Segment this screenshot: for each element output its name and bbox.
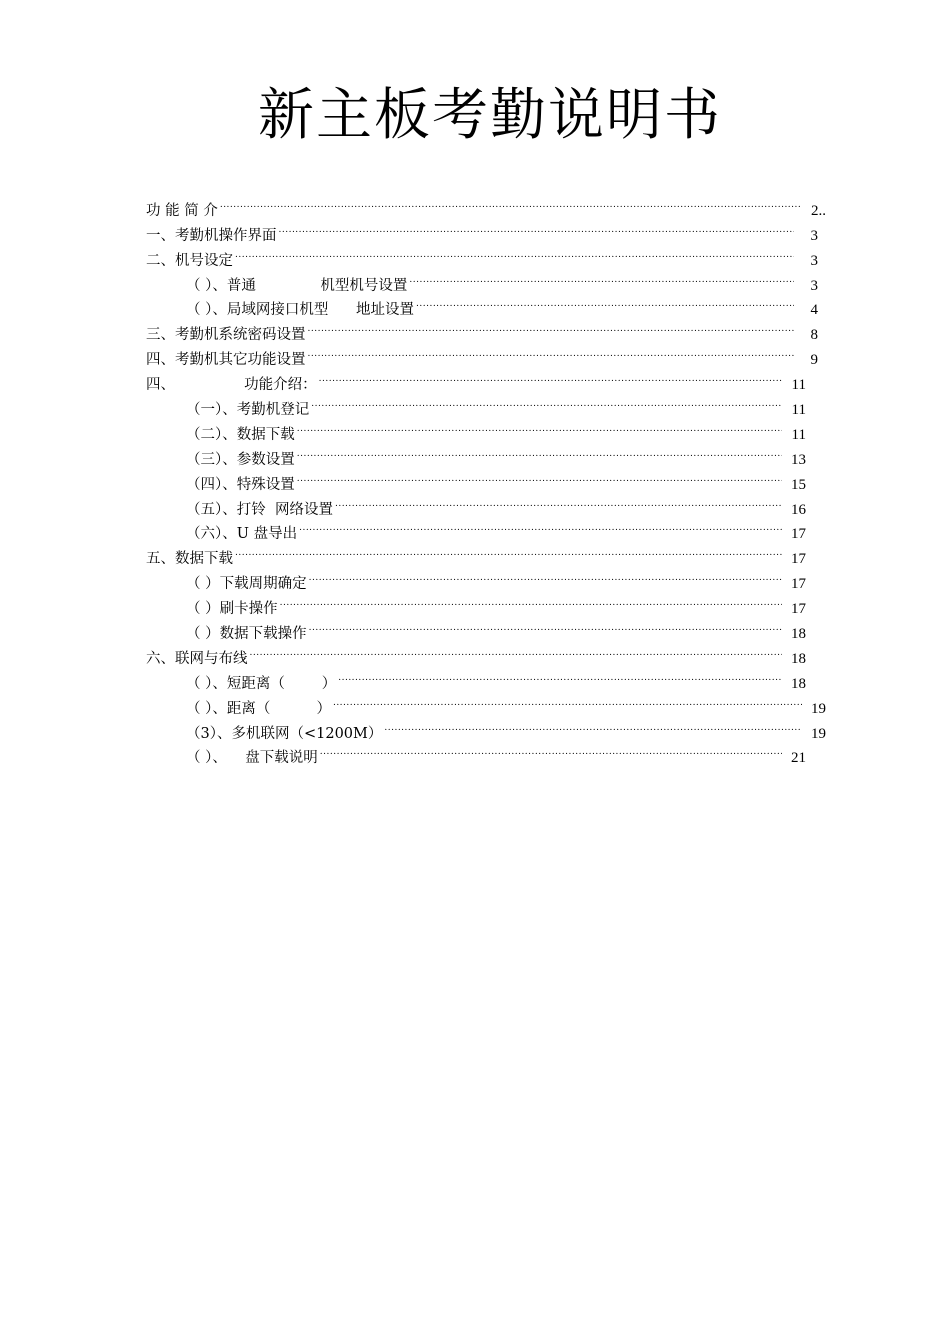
toc-entry[interactable] xyxy=(146,613,826,643)
table-of-contents xyxy=(146,190,826,767)
toc-entry-label: （ ）数据下载操作 xyxy=(186,626,307,643)
toc-dot-leader xyxy=(220,190,802,215)
toc-entry[interactable] xyxy=(146,464,826,493)
toc-entry-label: （二）、数据下载 xyxy=(186,426,295,443)
toc-dot-leader xyxy=(280,588,782,613)
toc-entry-label: 功 能 简 介 xyxy=(146,202,218,219)
toc-dot-leader xyxy=(235,538,782,563)
toc-entry-page-number: 9 xyxy=(810,352,818,369)
toc-entry-page-number: 18 xyxy=(791,650,806,667)
toc-entry-label: （ ）下载周期确定 xyxy=(186,576,307,593)
toc-dot-leader xyxy=(235,240,794,265)
toc-entry[interactable] xyxy=(146,688,826,717)
toc-entry-label: （ ）、短距离（ ） xyxy=(186,675,337,692)
toc-dot-leader xyxy=(416,290,794,315)
toc-entry[interactable] xyxy=(146,663,826,692)
toc-entry-page-number: 11 xyxy=(791,402,806,419)
toc-entry[interactable] xyxy=(146,314,826,344)
toc-entry-label: 二、机号设定 xyxy=(146,252,233,269)
toc-dot-leader xyxy=(250,638,783,663)
toc-entry[interactable] xyxy=(146,588,826,618)
toc-entry[interactable] xyxy=(146,489,826,518)
toc-entry-label: （ ）、普通 机型机号设置 xyxy=(186,277,408,294)
toc-dot-leader xyxy=(309,563,782,588)
toc-entry-label: （ ）刷卡操作 xyxy=(186,601,278,618)
toc-dot-leader xyxy=(409,265,794,290)
toc-entry-page-number: 11 xyxy=(791,426,806,443)
toc-entry-page-number: 17 xyxy=(791,551,806,568)
toc-entry-page-number: 2.. xyxy=(811,202,826,219)
toc-entry-page-number: 3 xyxy=(810,252,818,269)
toc-dot-leader xyxy=(319,364,782,389)
toc-entry[interactable] xyxy=(146,713,826,742)
toc-entry[interactable] xyxy=(146,538,826,568)
toc-dot-leader xyxy=(308,339,795,364)
toc-entry-page-number: 19 xyxy=(811,725,826,742)
toc-entry-label: 五、数据下载 xyxy=(146,551,233,568)
toc-entry[interactable] xyxy=(146,389,826,419)
toc-entry[interactable] xyxy=(146,339,826,369)
toc-entry[interactable] xyxy=(146,514,826,543)
toc-entry[interactable] xyxy=(146,638,826,667)
toc-entry[interactable] xyxy=(146,364,826,394)
toc-entry[interactable] xyxy=(146,439,826,468)
toc-entry-page-number: 3 xyxy=(810,227,818,244)
toc-entry[interactable] xyxy=(146,414,826,443)
toc-entry-label: （一）、考勤机登记 xyxy=(186,402,310,419)
toc-dot-leader xyxy=(333,688,802,713)
toc-entry[interactable] xyxy=(146,190,826,219)
toc-entry[interactable] xyxy=(146,265,826,294)
toc-entry-page-number: 17 xyxy=(791,576,806,593)
toc-entry-label: （ ）、距离（ ） xyxy=(186,700,331,717)
toc-entry-page-number: 21 xyxy=(791,750,806,767)
toc-entry-label: 四、考勤机其它功能设置 xyxy=(146,352,306,369)
toc-entry-page-number: 19 xyxy=(811,700,826,717)
toc-dot-leader xyxy=(311,389,782,414)
toc-entry-label: 四、 功能介绍： xyxy=(146,377,317,394)
toc-dot-leader xyxy=(297,439,782,464)
toc-entry-page-number: 17 xyxy=(791,526,806,543)
toc-entry-label: （六）、U 盘导出 xyxy=(186,526,298,543)
toc-entry-page-number: 18 xyxy=(791,626,806,643)
toc-entry-page-number: 17 xyxy=(791,601,806,618)
toc-dot-leader xyxy=(338,663,782,688)
toc-dot-leader xyxy=(279,215,795,240)
toc-entry-page-number: 16 xyxy=(791,501,806,518)
toc-entry-page-number: 11 xyxy=(791,377,806,394)
toc-entry-page-number: 13 xyxy=(791,451,806,468)
toc-entry-page-number: 8 xyxy=(810,327,818,344)
toc-entry-label: （ ）、局域网接口机型 地址设置 xyxy=(186,302,415,319)
toc-entry-label: （ ）、 盘下载说明 xyxy=(186,750,318,767)
toc-dot-leader xyxy=(297,464,782,489)
toc-entry-label: 三、考勤机系统密码设置 xyxy=(146,327,306,344)
toc-dot-leader xyxy=(308,314,795,339)
toc-entry-label: （五）、打铃 网络设置 xyxy=(186,501,333,518)
toc-entry-page-number: 3 xyxy=(810,277,818,294)
toc-dot-leader xyxy=(309,613,782,638)
toc-entry-label: （四）、特殊设置 xyxy=(186,476,295,493)
toc-entry-label: （3）、多机联网（<1200M） xyxy=(186,725,383,742)
toc-dot-leader xyxy=(299,514,782,539)
toc-entry-page-number: 4 xyxy=(810,302,818,319)
toc-dot-leader xyxy=(335,489,782,514)
document-title: 新主板考勤说明书 xyxy=(258,83,722,148)
toc-dot-leader xyxy=(384,713,802,738)
toc-entry-page-number: 18 xyxy=(791,675,806,692)
toc-entry[interactable] xyxy=(146,290,826,319)
toc-dot-leader xyxy=(297,414,782,439)
toc-entry-label: 一、考勤机操作界面 xyxy=(146,227,277,244)
toc-entry[interactable] xyxy=(146,215,826,244)
toc-entry-label: 六、联网与布线 xyxy=(146,650,248,667)
toc-entry[interactable] xyxy=(146,563,826,593)
toc-entry-label: （三）、参数设置 xyxy=(186,451,295,468)
toc-entry[interactable] xyxy=(146,738,826,767)
toc-entry[interactable] xyxy=(146,240,826,269)
toc-entry-page-number: 15 xyxy=(791,476,806,493)
toc-dot-leader xyxy=(320,738,782,763)
